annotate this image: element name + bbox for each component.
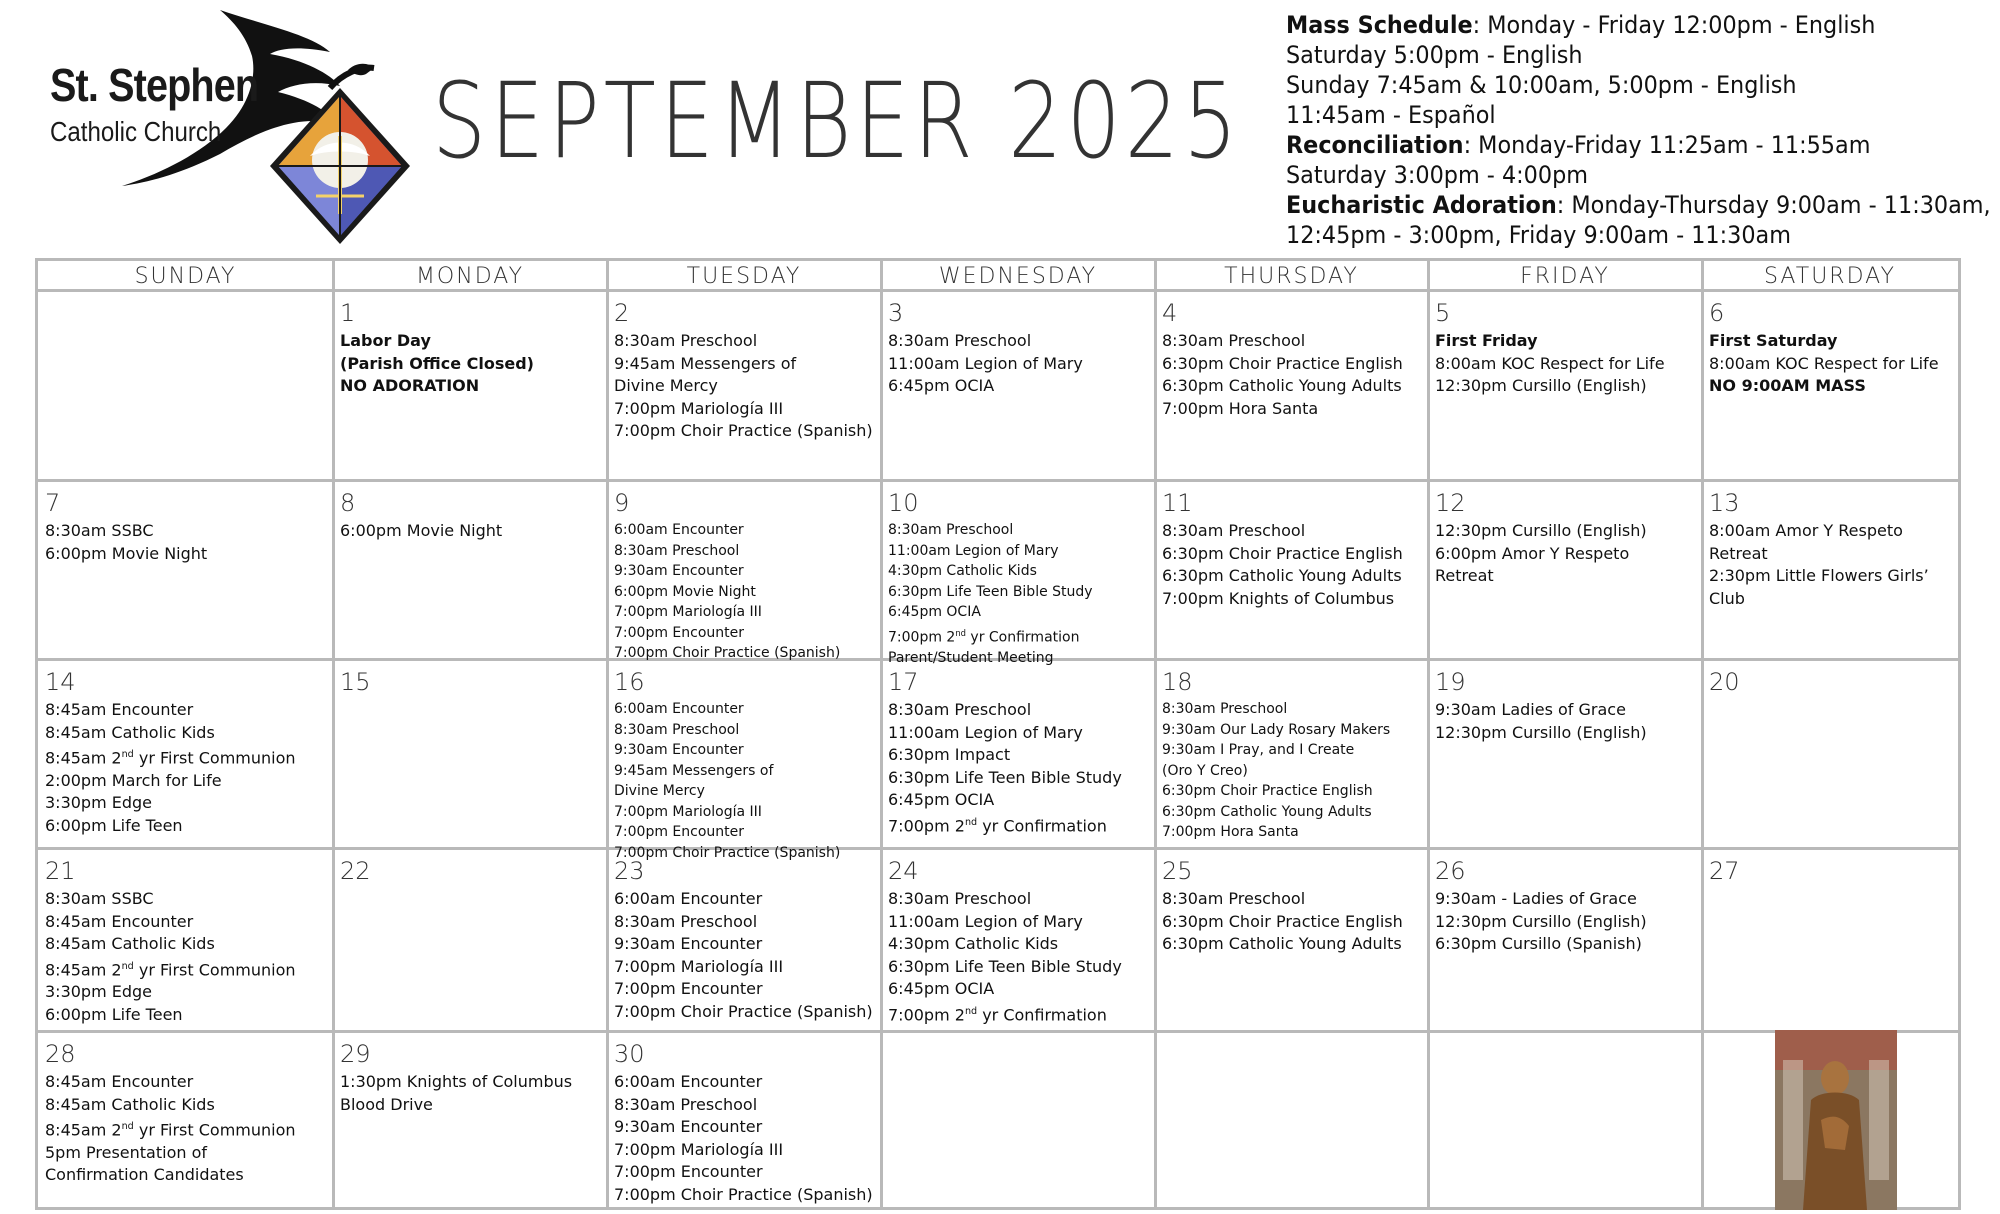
day-cell	[38, 850, 333, 1031]
calendar-event: 8:30am Preschool	[614, 1094, 758, 1114]
calendar-event: 7:00pm Encounter	[614, 824, 744, 840]
calendar-event: 6:00am Encounter	[614, 701, 744, 717]
calendar-event: 9:30am Encounter	[614, 934, 763, 953]
calendar-event: 8:30am Preschool	[1162, 889, 1306, 908]
calendar-event: 8:45am 2nd yr First Communion	[45, 1120, 296, 1140]
calendar-event: 12:30pm Cursillo (English)	[1435, 376, 1647, 395]
weekday-header: MONDAY	[415, 264, 525, 289]
calendar-event: 8:45am Catholic Kids	[45, 722, 215, 742]
calendar-event: 6:30pm Choir Practice English	[1162, 911, 1403, 931]
day-number: 23	[614, 857, 645, 885]
day-number: 17	[888, 668, 919, 696]
weekday-header: THURSDAY	[1224, 264, 1359, 289]
calendar-event: 8:00am KOC Respect for Life	[1709, 353, 1939, 373]
calendar-event: 6:00pm Life Teen	[45, 1004, 183, 1024]
calendar-event: 6:00am Encounter	[614, 1072, 763, 1091]
calendar-event: 7:00pm Encounter	[614, 979, 763, 998]
schedule-text: Saturday 5:00pm - English	[1286, 41, 1583, 69]
day-number: 28	[45, 1040, 76, 1068]
day-number: 13	[1709, 489, 1740, 517]
day-cell	[38, 1033, 333, 1207]
calendar-event: 11:00am Legion of Mary	[888, 542, 1059, 559]
day-cell	[881, 482, 1155, 666]
calendar-event: 8:30am Preschool	[614, 721, 740, 738]
day-cell	[1428, 292, 1702, 480]
schedule-line	[1286, 160, 1946, 190]
calendar-event: 7:00pm Mariología III	[614, 956, 784, 976]
calendar-event: 9:30am Encounter	[614, 1117, 763, 1136]
day-cell	[607, 1033, 881, 1207]
day-cell	[333, 850, 607, 1031]
month-title: SEPTEMBER 2025	[432, 60, 1242, 182]
day-cell	[38, 482, 333, 659]
day-number: 21	[45, 857, 76, 885]
day-number: 7	[45, 489, 61, 517]
calendar-event: 8:45am 2nd yr First Communion	[45, 748, 296, 768]
calendar-event: 7:00pm 2nd yr Confirmation	[888, 1004, 1107, 1024]
calendar-event: 9:30am Our Lady Rosary Makers	[1162, 721, 1391, 738]
day-cell	[1155, 292, 1428, 480]
day-number: 8	[340, 489, 356, 517]
empty-day-cell	[1155, 1033, 1428, 1207]
calendar-event: 6:30pm Choir Practice English	[1162, 353, 1403, 373]
calendar-event: 6:45pm OCIA	[888, 604, 981, 620]
calendar-event: 8:30am SSBC	[45, 521, 154, 540]
day-cell	[1702, 661, 1958, 848]
day-number: 4	[1162, 299, 1178, 327]
schedule-text: : Monday - Friday 12:00pm - English	[1472, 11, 1876, 39]
calendar-event: 8:45am Catholic Kids	[45, 1094, 215, 1114]
calendar-event: 7:00pm Mariología III	[614, 803, 762, 820]
calendar-event: (Oro Y Creo)	[1162, 762, 1248, 779]
calendar-event: 9:45am Messengers of	[614, 762, 774, 779]
calendar-event: 7:00pm Mariología III	[614, 398, 784, 418]
calendar-event: 8:00am Amor Y Respeto	[1709, 521, 1903, 540]
day-cell	[38, 661, 333, 848]
calendar-event: Blood Drive	[340, 1094, 433, 1114]
empty-day-cell	[38, 292, 333, 480]
calendar-event: 8:30am SSBC	[45, 889, 154, 908]
calendar-event: 7:00pm 2nd yr Confirmation	[888, 815, 1107, 835]
schedule-text: Sunday 7:45am & 10:00am, 5:00pm - English	[1286, 71, 1797, 99]
calendar-event: 6:30pm Catholic Young Adults	[1162, 803, 1372, 820]
calendar-event: 2:00pm March for Life	[45, 770, 222, 790]
day-cell	[1702, 482, 1958, 659]
calendar-event: 6:30pm Impact	[888, 745, 1011, 764]
calendar-event: 4:30pm Catholic Kids	[888, 934, 1059, 953]
day-number: 27	[1709, 857, 1740, 885]
calendar-event: 6:00am Encounter	[614, 522, 744, 538]
calendar-event: 6:00am Encounter	[614, 889, 763, 908]
calendar-event: 9:30am I Pray, and I Create	[1162, 742, 1355, 758]
calendar-event: 8:45am Encounter	[45, 911, 194, 931]
schedule-line	[1286, 100, 1946, 130]
calendar-event: 7:00pm Mariología III	[614, 604, 762, 620]
schedule-heading: Eucharistic Adoration	[1286, 191, 1557, 219]
calendar-event: 3:30pm Edge	[45, 982, 153, 1002]
day-number: 25	[1162, 857, 1193, 885]
day-number: 1	[340, 299, 356, 327]
day-cell	[881, 292, 1155, 480]
calendar-event: 4:30pm Catholic Kids	[888, 563, 1037, 579]
calendar-event: 12:30pm Cursillo (English)	[1435, 521, 1647, 540]
calendar-event: 9:30am Encounter	[614, 742, 744, 758]
schedule-line	[1286, 220, 1946, 250]
weekday-header: WEDNESDAY	[938, 264, 1098, 289]
calendar-event: 6:45pm OCIA	[888, 376, 995, 395]
day-cell	[607, 482, 881, 659]
calendar-event: Confirmation Candidates	[45, 1165, 244, 1185]
day-cell	[333, 292, 607, 480]
schedule-line	[1286, 190, 1991, 220]
calendar-event: 8:30am Preschool	[888, 522, 1014, 538]
calendar-event: 6:30pm Cursillo (Spanish)	[1435, 934, 1642, 953]
calendar-event: 8:45am Encounter	[45, 700, 194, 719]
empty-day-cell	[1428, 1033, 1702, 1207]
day-cell	[333, 661, 607, 848]
day-cell	[607, 292, 881, 480]
day-cell	[607, 850, 881, 1031]
church-logo	[30, 4, 430, 254]
calendar-event: 8:45am Catholic Kids	[45, 934, 215, 953]
calendar-event: Club	[1709, 588, 1745, 608]
day-cell	[1428, 850, 1702, 1031]
day-number: 20	[1709, 668, 1740, 696]
day-cell	[1155, 850, 1428, 1031]
calendar-event: Retreat	[1435, 566, 1494, 585]
schedule-heading: Reconciliation	[1286, 131, 1464, 159]
calendar-event: 8:30am Preschool	[888, 889, 1032, 908]
schedule-line	[1286, 70, 1946, 100]
calendar-event: First Saturday	[1709, 331, 1838, 350]
calendar-event: 8:30am Preschool	[1162, 521, 1306, 540]
calendar-event: 6:30pm Catholic Young Adults	[1162, 566, 1402, 585]
calendar-event: 11:00am Legion of Mary	[888, 353, 1083, 373]
calendar-event: 7:00pm 2nd yr Confirmation	[888, 627, 1080, 646]
day-number: 18	[1162, 668, 1193, 696]
day-number: 30	[614, 1040, 645, 1068]
calendar-event: 5pm Presentation of	[45, 1142, 207, 1162]
calendar-event: 7:00pm Choir Practice (Spanish)	[614, 1184, 873, 1204]
calendar-event: 12:30pm Cursillo (English)	[1435, 722, 1647, 742]
calendar-event: 3:30pm Edge	[45, 793, 153, 813]
calendar-event: Divine Mercy	[614, 376, 718, 395]
calendar-event: 6:30pm Catholic Young Adults	[1162, 376, 1402, 395]
day-cell	[1428, 482, 1702, 659]
calendar-event: 8:30am Preschool	[614, 911, 758, 931]
day-cell	[333, 1033, 607, 1207]
calendar-event: 6:30pm Life Teen Bible Study	[888, 956, 1122, 976]
statue-photo	[1775, 1030, 1897, 1210]
day-cell	[607, 661, 881, 861]
calendar-event: 7:00pm Hora Santa	[1162, 824, 1299, 840]
calendar-event: 7:00pm Mariología III	[614, 1139, 784, 1159]
calendar-event: 11:00am Legion of Mary	[888, 722, 1083, 742]
weekday-header: SATURDAY	[1764, 264, 1896, 289]
schedule-line	[1286, 10, 1946, 40]
day-number: 19	[1435, 668, 1466, 696]
calendar-event: 6:00pm Movie Night	[614, 583, 756, 600]
day-number: 11	[1162, 489, 1193, 517]
calendar-event: 8:30am Preschool	[1162, 331, 1306, 350]
calendar-event: 7:00pm Encounter	[614, 624, 744, 641]
calendar-event: 6:00pm Movie Night	[45, 543, 208, 563]
calendar-event: 7:00pm Choir Practice (Spanish)	[614, 1001, 873, 1021]
calendar-event: NO ADORATION	[340, 376, 480, 395]
calendar-event: 6:00pm Amor Y Respeto	[1435, 543, 1630, 563]
day-number: 6	[1709, 299, 1725, 327]
calendar-event: 9:45am Messengers of	[614, 353, 797, 373]
weekday-header: TUESDAY	[686, 264, 802, 289]
logo-church-subtitle: Catholic Church	[50, 116, 222, 147]
calendar-event: 8:45am Encounter	[45, 1072, 194, 1091]
schedule-text: 12:45pm - 3:00pm, Friday 9:00am - 11:30am	[1286, 221, 1791, 249]
schedule-line	[1286, 130, 1946, 160]
calendar-event: 7:00pm Knights of Columbus	[1162, 588, 1395, 608]
calendar-event: 8:30am Preschool	[614, 331, 758, 350]
calendar-event: 8:45am 2nd yr First Communion	[45, 959, 296, 979]
calendar-event: 1:30pm Knights of Columbus	[340, 1072, 573, 1091]
calendar-event: 9:30am - Ladies of Grace	[1435, 889, 1637, 908]
calendar-event: 8:30am Preschool	[614, 542, 740, 559]
calendar-event: 6:45pm OCIA	[888, 979, 995, 998]
calendar-event: 7:00pm Choir Practice (Spanish)	[614, 645, 841, 661]
day-number: 12	[1435, 489, 1466, 517]
day-cell	[881, 850, 1155, 1031]
day-number: 10	[888, 489, 919, 517]
day-number: 15	[340, 668, 371, 696]
day-cell	[1155, 661, 1428, 848]
calendar-event: 8:30am Preschool	[888, 331, 1032, 350]
calendar-event: 8:00am KOC Respect for Life	[1435, 353, 1665, 373]
calendar-event: 6:30pm Choir Practice English	[1162, 783, 1373, 799]
calendar-event: 6:30pm Life Teen Bible Study	[888, 767, 1122, 787]
calendar-event: 9:30am Encounter	[614, 563, 744, 579]
day-cell	[881, 661, 1155, 848]
schedule-text: : Monday-Thursday 9:00am - 11:30am,	[1556, 191, 1991, 219]
day-number: 26	[1435, 857, 1466, 885]
calendar-event: 6:30pm Catholic Young Adults	[1162, 934, 1402, 953]
calendar-event: (Parish Office Closed)	[340, 353, 534, 373]
day-number: 24	[888, 857, 919, 885]
calendar-event: Parent/Student Meeting	[888, 649, 1054, 666]
calendar-event: 11:00am Legion of Mary	[888, 911, 1083, 931]
schedule-heading: Mass Schedule	[1286, 11, 1473, 39]
calendar-event: 12:30pm Cursillo (English)	[1435, 911, 1647, 931]
day-number: 16	[614, 668, 645, 696]
day-number: 2	[614, 299, 630, 327]
calendar-event: 7:00pm Choir Practice (Spanish)	[614, 844, 841, 861]
schedule-line	[1286, 40, 1946, 70]
calendar-event: Retreat	[1709, 543, 1768, 563]
calendar-event: 8:30am Preschool	[888, 700, 1032, 719]
calendar-event: Divine Mercy	[614, 783, 705, 799]
day-number: 14	[45, 668, 76, 696]
day-number: 29	[340, 1040, 371, 1068]
calendar-event: 6:30pm Life Teen Bible Study	[888, 583, 1093, 600]
day-cell	[1428, 661, 1702, 848]
day-number: 5	[1435, 299, 1451, 327]
weekday-header: SUNDAY	[134, 264, 237, 289]
day-number: 9	[614, 489, 630, 517]
calendar-event: 7:00pm Encounter	[614, 1162, 763, 1181]
schedule-text: 11:45am - Español	[1286, 101, 1496, 129]
day-cell	[333, 482, 607, 659]
logo-church-name: St. Stephen	[50, 59, 259, 111]
calendar-event: 6:45pm OCIA	[888, 790, 995, 809]
day-cell	[1702, 292, 1958, 480]
day-number: 3	[888, 299, 904, 327]
weekday-header: FRIDAY	[1520, 264, 1610, 289]
calendar-event: 9:30am Ladies of Grace	[1435, 700, 1626, 719]
day-cell	[1702, 850, 1958, 1031]
empty-day-cell	[881, 1033, 1155, 1207]
calendar-event: 2:30pm Little Flowers Girls’	[1709, 566, 1929, 585]
calendar-event: 7:00pm Hora Santa	[1162, 398, 1319, 418]
calendar-event: 8:30am Preschool	[1162, 701, 1288, 717]
calendar-event: 6:30pm Choir Practice English	[1162, 543, 1403, 563]
schedule-text: Saturday 3:00pm - 4:00pm	[1286, 161, 1588, 189]
calendar-event: First Friday	[1435, 331, 1538, 350]
calendar-event: 6:00pm Life Teen	[45, 815, 183, 835]
calendar-event: Labor Day	[340, 331, 431, 350]
calendar-event: NO 9:00AM MASS	[1709, 376, 1866, 395]
schedule-info	[1286, 10, 1996, 250]
day-cell	[1155, 482, 1428, 659]
calendar-event: 6:00pm Movie Night	[340, 521, 503, 540]
calendar-grid	[35, 258, 1961, 1210]
schedule-text: : Monday-Friday 11:25am - 11:55am	[1463, 131, 1871, 159]
day-number: 22	[340, 857, 371, 885]
calendar-event: 7:00pm Choir Practice (Spanish)	[614, 421, 873, 440]
